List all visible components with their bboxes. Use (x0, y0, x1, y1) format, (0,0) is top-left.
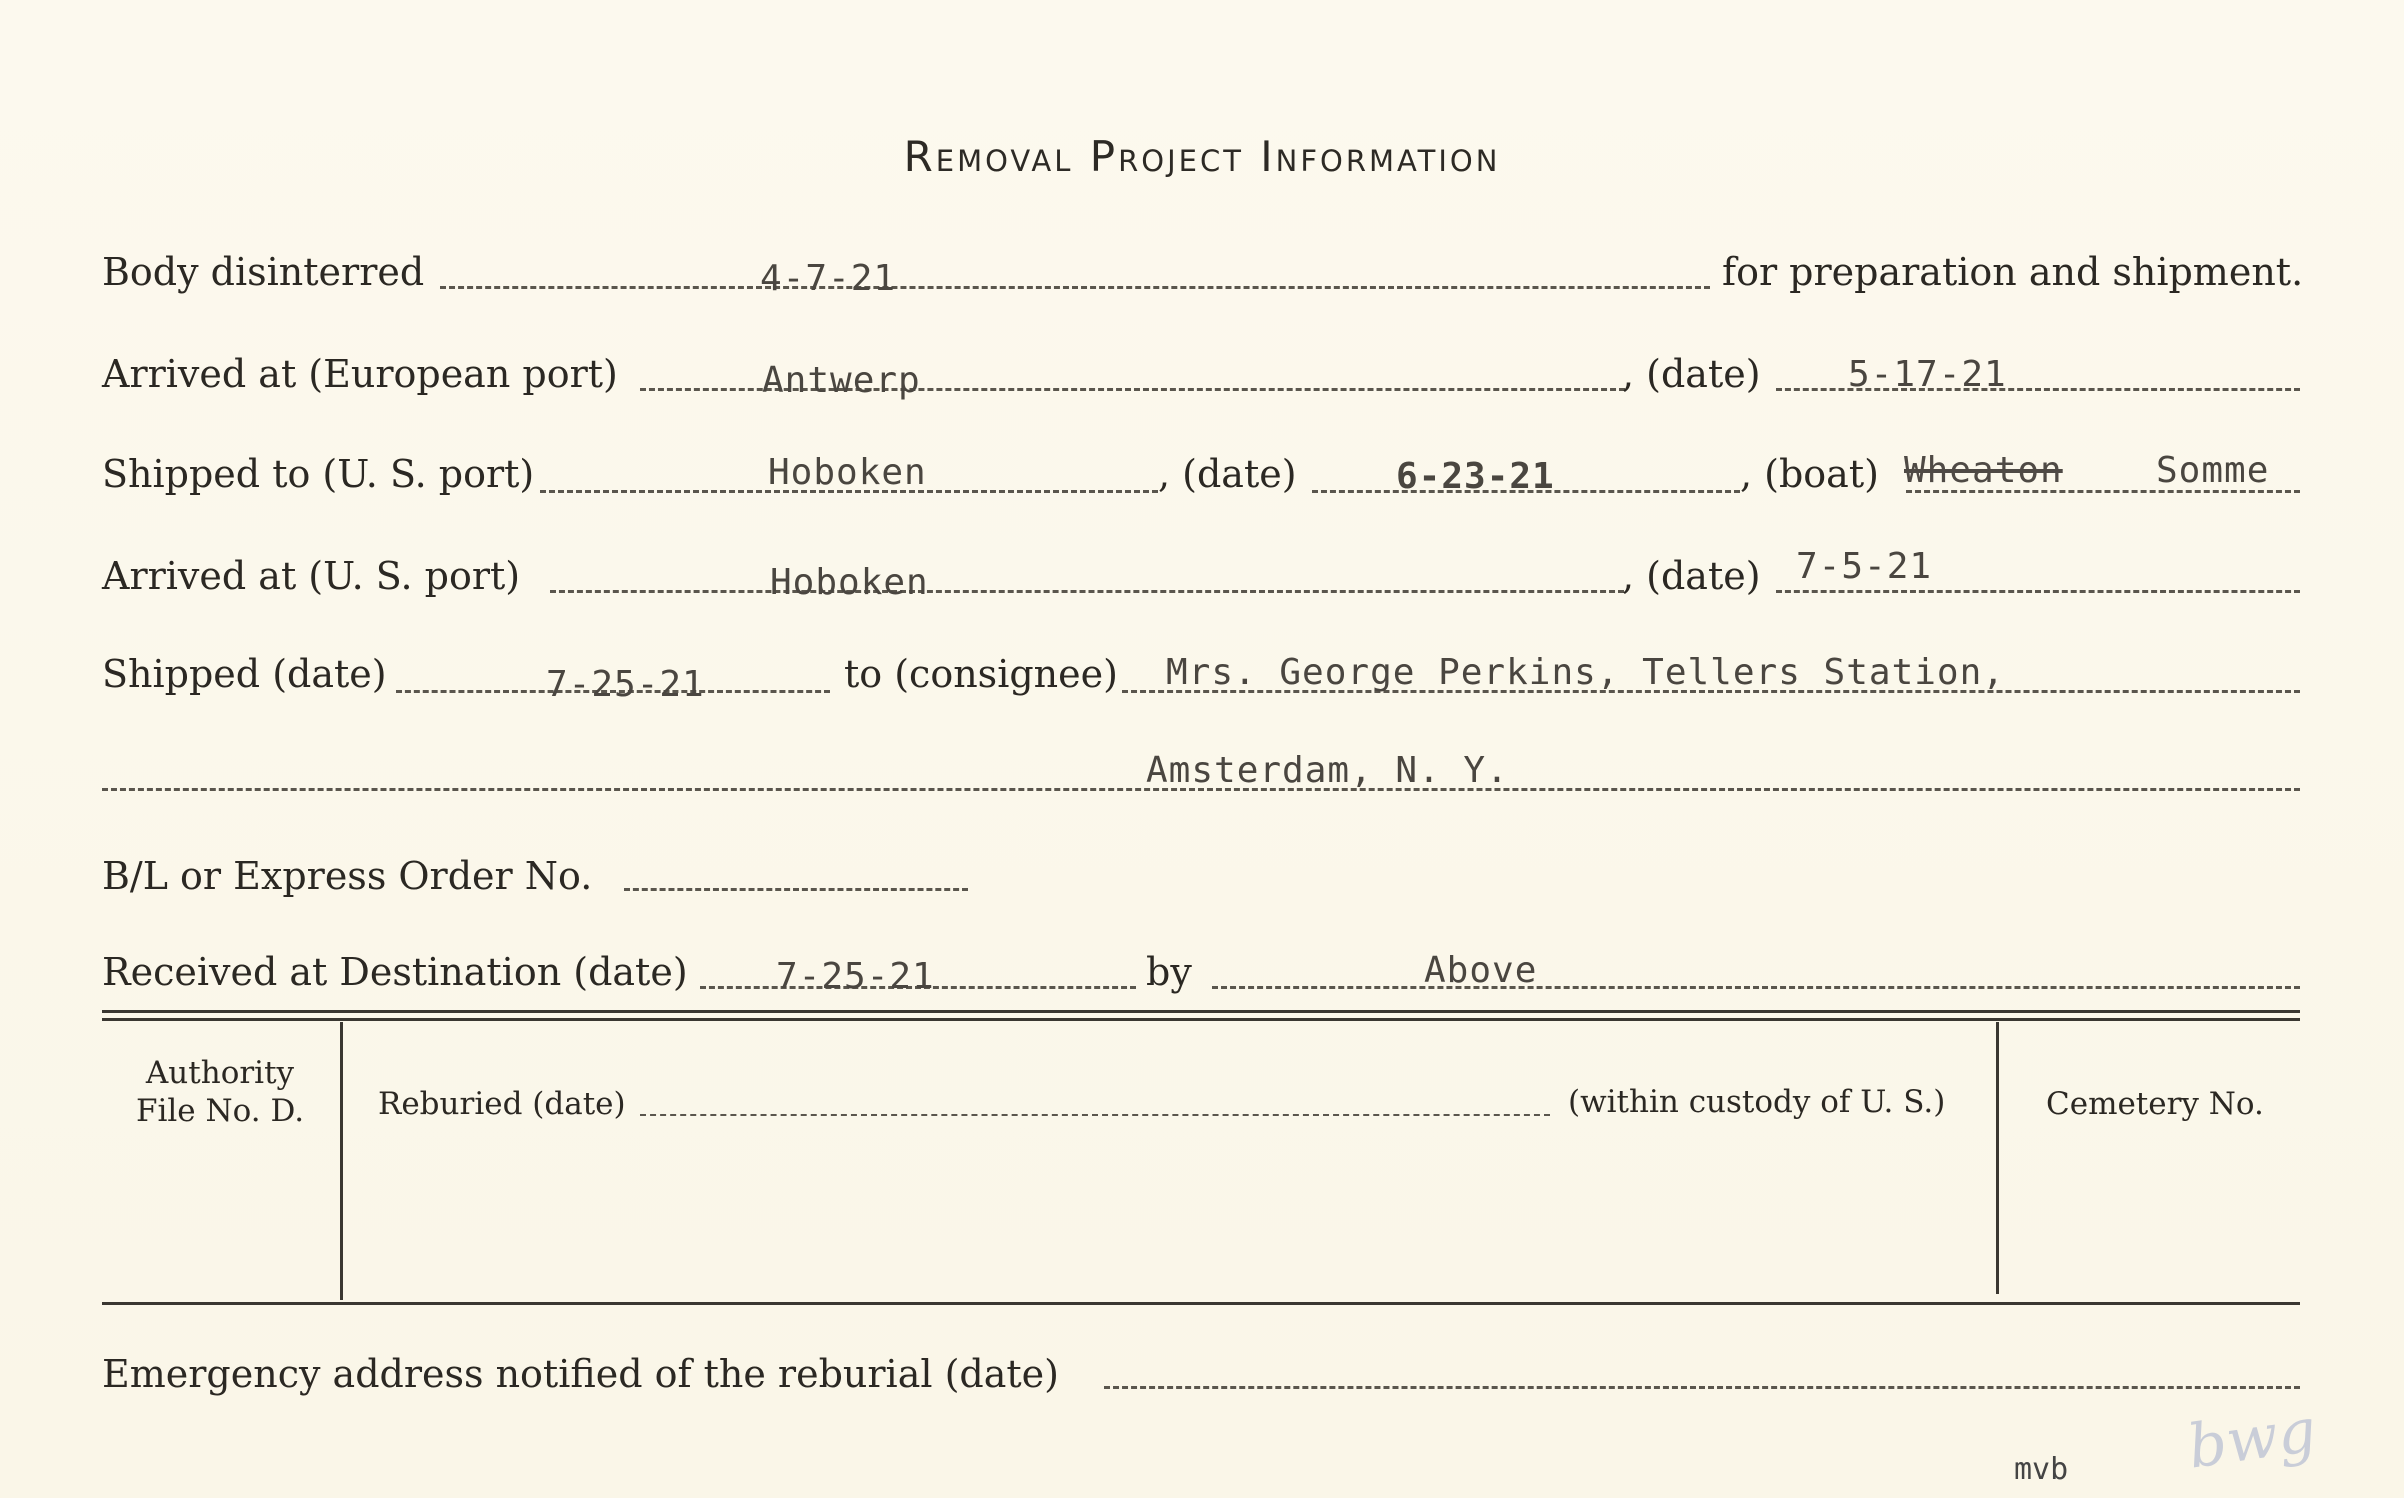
box-top-rule-2 (102, 1018, 2300, 1021)
custody-label: (within custody of U. S.) (1568, 1084, 1946, 1120)
pencil-initials: bwg (2183, 1395, 2321, 1483)
shipped-us-label: Shipped to (U. S. port) (102, 452, 535, 496)
cemetery-label: Cemetery No. (2046, 1086, 2264, 1122)
boat-struck-name: Wheaton (1904, 450, 2063, 491)
bl-order-label: B/L or Express Order No. (102, 854, 593, 898)
arrived-us-label: Arrived at (U. S. port) (102, 554, 521, 598)
received-label: Received at Destination (date) (102, 950, 688, 994)
shipped-us-port: Hoboken (768, 452, 927, 493)
received-by-label: by (1146, 950, 1192, 994)
arrived-european-label: Arrived at (European port) (102, 352, 618, 396)
arrived-us-line (550, 590, 1624, 593)
reburied-line (640, 1114, 1550, 1116)
authority-line1: Authority (145, 1055, 295, 1091)
box-divider-left (340, 1022, 343, 1300)
shipped-date-label: Shipped (date) (102, 652, 387, 696)
box-bottom-rule (102, 1302, 2300, 1305)
consignee-label: to (consignee) (844, 652, 1118, 696)
arrived-european-date-label: , (date) (1622, 352, 1761, 396)
received-by: Above (1424, 950, 1538, 991)
shipped-us-date-label: , (date) (1158, 452, 1297, 496)
bl-order-line (624, 888, 968, 891)
body-disinterred-line (440, 286, 1710, 289)
arrived-us-date-line (1776, 590, 2300, 593)
shipped-us-date: 6-23-21 (1396, 456, 1555, 497)
authority-file-label (110, 1054, 330, 1130)
page-title: Removal Project Information (903, 132, 1501, 181)
shipped-date: 7-25-21 (546, 664, 705, 705)
clerk-initials: mvb (2014, 1452, 2069, 1487)
box-divider-right (1996, 1022, 1999, 1294)
body-disinterred-value: 4-7-21 (760, 258, 897, 299)
received-by-line (1212, 986, 2300, 989)
received-date: 7-25-21 (776, 956, 935, 997)
emergency-line (1104, 1386, 2300, 1389)
arrived-us-date: 7-5-21 (1796, 546, 1933, 587)
preparation-shipment-text: for preparation and shipment. (1722, 250, 2304, 294)
arrived-european-date: 5-17-21 (1848, 354, 2007, 395)
consignee-line1: Mrs. George Perkins, Tellers Station, (1166, 652, 2005, 693)
reburied-label: Reburied (date) (378, 1086, 626, 1122)
arrived-us-port: Hoboken (770, 562, 929, 603)
boat-name: Somme (2156, 450, 2270, 491)
arrived-us-date-label: , (date) (1622, 554, 1761, 598)
boat-label: , (boat) (1740, 452, 1879, 496)
consignee-line2: Amsterdam, N. Y. (1146, 750, 1509, 791)
arrived-european-port: Antwerp (762, 360, 921, 401)
emergency-label: Emergency address notified of the reburial (date) (102, 1352, 1059, 1396)
authority-line2: File No. D. (135, 1093, 305, 1129)
body-disinterred-label: Body disinterred (102, 250, 425, 294)
box-top-rule-1 (102, 1010, 2300, 1013)
